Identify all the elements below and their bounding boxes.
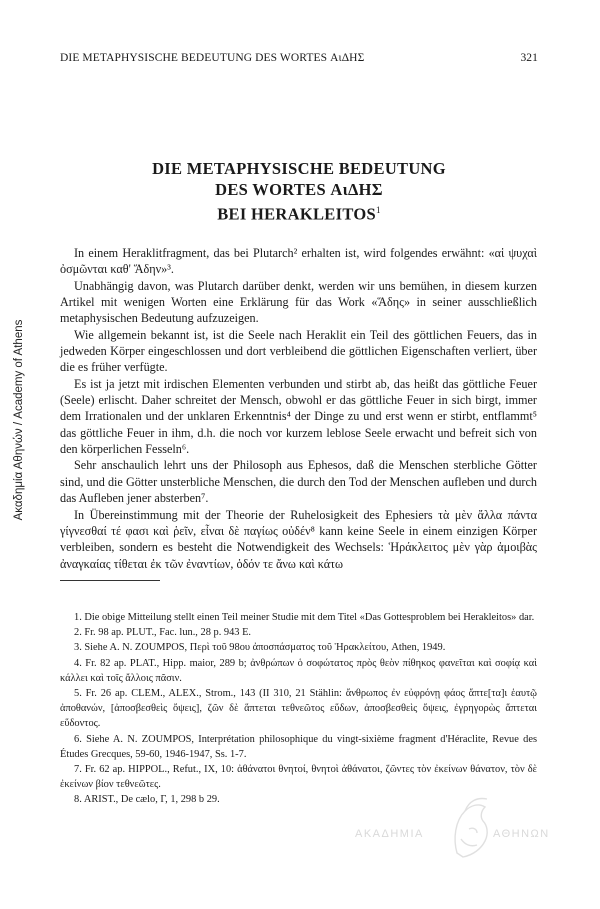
footnote: 2. Fr. 98 ap. PLUT., Fac. lun., 28 p. 943 E. bbox=[74, 627, 252, 639]
page-number: 321 bbox=[520, 52, 538, 64]
footnote: 4. Fr. 82 ap. PLAT., Hipp. maior, 289 b; ἀνθρώπων ὁ σοφώτατος πρὸς θεὸν πίθηκος φανεῖται καὶ σοφίᾳ καὶ κάλλει καὶ τοῖς ἄλλοις πᾶσιν. bbox=[60, 657, 537, 684]
paragraph: Es ist ja jetzt mit irdischen Elementen verbunden und stirbt ab, das heißt das göttliche Feuer (Seele) erlischt. Daher schreitet der Mensch, obwohl er das göttliche Feuer in sich birgt, immer dem Irrationalen und der unklaren Erkenntnis⁴ der Dinge zu und erst wenn er stirbt, entflammt⁵ das göttliche Feuer in ihm, d.h. die noch vor kurzem leblose Seele erwacht und befreit sich von den körperlichen Fesseln⁶. bbox=[60, 376, 537, 457]
title-footnote-mark: 1 bbox=[375, 205, 381, 215]
paragraph: Unabhängig davon, was Plutarch darüber denkt, werden wir uns bemühen, in diesem kurzen Artikel mit wenigen Worten eine Erklärung für das Work «Ἅδης» in seiner ausschließlich metaphysischen Bedeutung aufzuzeigen. bbox=[60, 278, 537, 326]
body-text bbox=[60, 245, 537, 572]
paragraph: In Übereinstimmung mit der Theorie der Ruhelosigkeit des Ephesiers τὰ μὲν ἄλλα πάντα γίγνεσθαί τέ φασι καὶ ῥεῖν, εἶναι δὲ παγίως οὐδέν⁸ kann keine Seele in einem einzigen Körper verbleiben, sondern es besteht die Notwendigkeit des Wechsels: Ἡράκλειτος μὲν γὰρ ἀμοιβὰς ἀναγκαίας τίθεται ἐκ τῶν ἐναντίων, ὁδόν τε ἄνω καὶ κάτω bbox=[60, 507, 537, 571]
paragraph: In einem Heraklitfragment, das bei Plutarch² erhalten ist, wird folgendes erwähnt: «αἱ ψυχαὶ ὀσμῶνται καθ' Ἅδην»³. bbox=[60, 246, 537, 277]
paragraph: Wie allgemein bekannt ist, ist die Seele nach Heraklit ein Teil des göttlichen Feuers, das in jedweden Körper eingeschlossen und dort verbleibend die göttlichen Eigenschaften verliert, über die es früher verfügte. bbox=[60, 327, 537, 375]
running-title: DIE METAPHYSISCHE BEDEUTUNG DES WORTES ΑιΔΗΣ bbox=[60, 52, 365, 64]
title-line-1: DIE METAPHYSISCHE BEDEUTUNG bbox=[152, 159, 446, 178]
footnote: 1. Die obige Mitteilung stellt einen Teil meiner Studie mit dem Titel «Das Gottesproblem bei Herakleitos» dar. bbox=[74, 612, 535, 623]
article-title bbox=[60, 158, 538, 225]
logo-left-text: ΑΚΑΔΗΜΙΑ bbox=[355, 828, 424, 840]
footnote-divider bbox=[60, 580, 160, 581]
logo-right-text: ΑΘΗΝΩΝ bbox=[493, 828, 550, 840]
title-line-3 bbox=[60, 200, 538, 225]
footnote: 3. Siehe A. N. ZOUMPOS, Περὶ τοῦ 98ου ἀποσπάσματος τοῦ Ἡρακλείτου, Athen, 1949. bbox=[74, 642, 446, 654]
running-header bbox=[60, 52, 538, 64]
academy-logo-watermark bbox=[355, 795, 565, 865]
athena-head-icon bbox=[447, 795, 495, 863]
side-watermark-text: Ακαδημία Αθηνών / Academy of Athens bbox=[13, 319, 25, 521]
paragraph: Sehr anschaulich lehrt uns der Philosoph aus Ephesos, daß die Menschen sterbliche Götter sind, und die Götter unsterbliche Menschen, die durch den Tod der Menschen aufleben und durch das Aufleben jener absterben⁷. bbox=[60, 458, 537, 506]
title-line-2: DES WORTES ΑιΔΗΣ bbox=[215, 180, 383, 199]
footnote: 5. Fr. 26 ap. CLEM., ALEX., Strom., 143 (II 310, 21 Stählin: ἄνθρωπος ἐν εὐφρόνῃ φάος ἅπτε[τα]ι ἑαυτῷ ἀποθανών, [ἀποσβεσθεὶς ὄψεις], ζῶν δὲ ἅπτεται τεθνεῶτος εὕδων, ἀποσβεσθεὶς ὄψεις, ἐγρηγορὼς ἅπτεται εὕδοντος. bbox=[60, 688, 537, 730]
footnotes bbox=[60, 610, 537, 808]
footnote: 8. ARIST., De cælo, Γ, 1, 298 b 29. bbox=[74, 794, 220, 806]
title-line-3-text: BEI HERAKLEITOS bbox=[217, 204, 376, 224]
footnote: 6. Siehe A. N. ZOUMPOS, Interprétation philosophique du vingt-sixième fragment d'Héraclite, Revue des Études Grecques, 59-60, 1946-1947, Ss. 1-7. bbox=[60, 733, 537, 760]
footnote: 7. Fr. 62 ap. HIPPOL., Refut., IX, 10: ἀθάνατοι θνητοί, θνητοὶ ἀθάνατοι, ζῶντες τὸν ἐκείνων θάνατον, τὸν δὲ ἐκείνων βίον τεθνεῶτες. bbox=[60, 764, 537, 791]
